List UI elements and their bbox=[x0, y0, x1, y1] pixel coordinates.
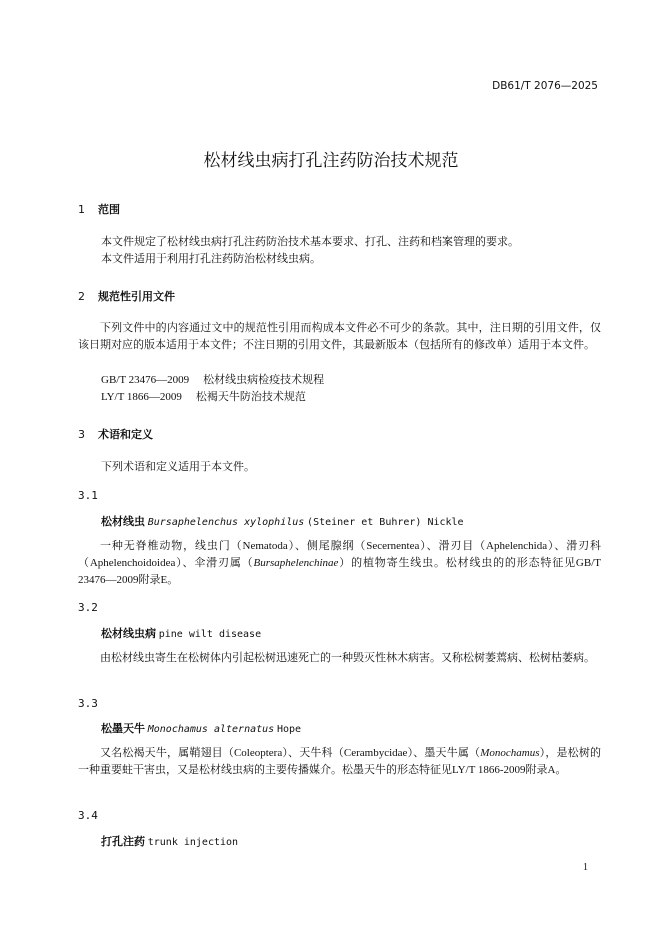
section-2-heading bbox=[78, 288, 175, 304]
term-number: 3.1 bbox=[78, 489, 98, 502]
term-name-latin: Monochamus alternatus bbox=[147, 724, 275, 735]
section-1-heading bbox=[78, 201, 120, 217]
section-3-heading bbox=[78, 426, 153, 442]
section-number: 1 bbox=[78, 203, 85, 216]
term-title bbox=[101, 833, 238, 849]
page-number: 1 bbox=[583, 862, 588, 873]
paragraph: 下列术语和定义适用于本文件。 bbox=[101, 461, 255, 473]
term-title bbox=[101, 625, 261, 641]
reference-item bbox=[101, 389, 306, 406]
term-title bbox=[101, 513, 464, 529]
term-definition: 一种无脊椎动物，线虫门（Nematoda）、侧尾腺纲（Secernentea）、滑刃目（Aphelenchida）、滑刃科（Aphelenchoidoidea）、伞滑刃属（Bursaphelenchinae）的植物寄生线虫。松材线虫的的形态特征见GB/T 23476—2009附录E。 bbox=[78, 540, 601, 586]
term-title bbox=[101, 720, 301, 736]
section-title: 范围 bbox=[98, 203, 120, 216]
paragraph: 下列文件中的内容通过文中的规范性引用而构成本文件必不可少的条款。其中，注日期的引用文件，仅该日期对应的版本适用于本文件；不注日期的引用文件，其最新版本（包括所有的修改单）适用于本文件。 bbox=[78, 322, 601, 351]
section-title: 术语和定义 bbox=[98, 428, 153, 441]
paragraph: 本文件适用于利用打孔注药防治松材线虫病。 bbox=[101, 253, 321, 265]
term-name-zh: 松材线虫病 bbox=[101, 627, 156, 640]
term-definition: 由松材线虫寄生在松树体内引起松树迅速死亡的一种毁灭性林木病害。又称松树萎蔫病、松树枯萎病。 bbox=[100, 652, 595, 664]
reference-code: LY/T 1866—2009 bbox=[101, 391, 182, 403]
term-name-suffix: (Steiner et Buhrer) Nickle bbox=[307, 517, 464, 528]
reference-code: GB/T 23476—2009 bbox=[101, 374, 190, 386]
term-name-zh: 松墨天牛 bbox=[101, 722, 145, 735]
term-name-suffix: Hope bbox=[276, 724, 302, 735]
section-title: 规范性引用文件 bbox=[98, 290, 175, 303]
reference-name: 松褐天牛防治技术规范 bbox=[195, 391, 306, 403]
term-name-en: pine wilt disease bbox=[158, 629, 262, 640]
term-name-en: trunk injection bbox=[147, 837, 239, 848]
term-name-zh: 打孔注药 bbox=[101, 835, 145, 848]
paragraph: 本文件规定了松材线虫病打孔注药防治技术基本要求、打孔、注药和档案管理的要求。 bbox=[101, 236, 519, 248]
section-number: 2 bbox=[78, 290, 85, 303]
standard-code: DB61/T 2076—2025 bbox=[492, 80, 598, 92]
term-name-zh: 松材线虫 bbox=[101, 515, 145, 528]
term-name-latin: Bursaphelenchus xylophilus bbox=[147, 517, 305, 528]
term-number: 3.4 bbox=[78, 809, 98, 822]
term-number: 3.3 bbox=[78, 697, 98, 710]
reference-item bbox=[101, 372, 324, 389]
document-title: 松材线虫病打孔注药防治技术规范 bbox=[203, 151, 459, 171]
term-number: 3.2 bbox=[78, 601, 98, 614]
section-number: 3 bbox=[78, 428, 85, 441]
term-definition: 又名松褐天牛，属鞘翅目（Coleoptera）、天牛科（Cerambycidae）、墨天牛属（Monochamus），是松树的一种重要蛀干害虫，又是松材线虫病的主要传播媒介。松墨天牛的形态特征见LY/T 1866-2009附录A。 bbox=[78, 747, 601, 776]
reference-name: 松材线虫病检疫技术规程 bbox=[203, 374, 325, 386]
